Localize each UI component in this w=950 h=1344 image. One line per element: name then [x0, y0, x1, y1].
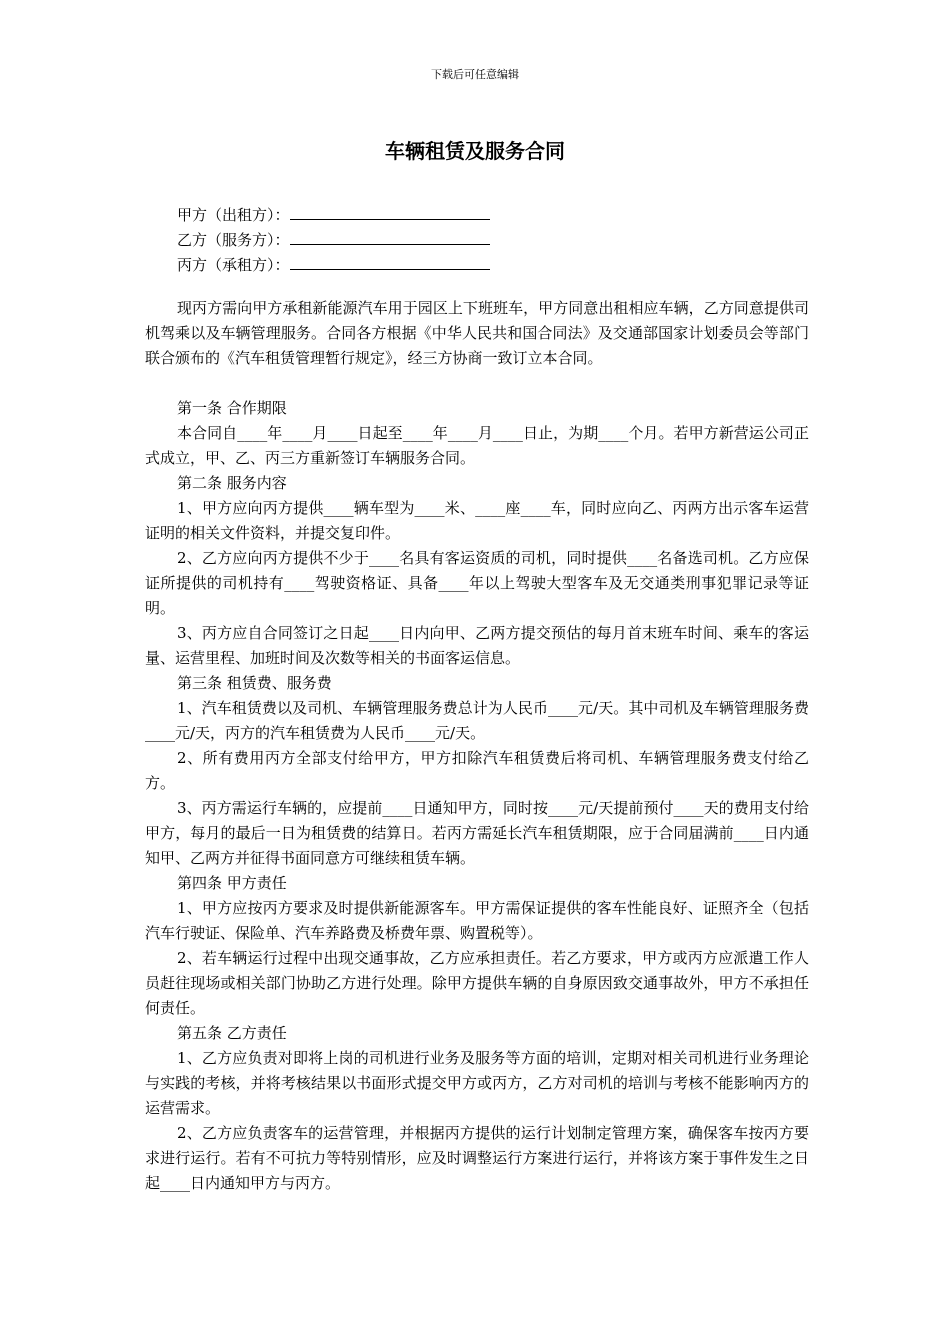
parties-block [177, 201, 577, 276]
article-4-paragraph: 1、甲方应按丙方要求及时提供新能源客车。甲方需保证提供的客车性能良好、证照齐全（包括汽车行驶证、保险单、汽车养路费及桥费年票、购置税等）。 [145, 899, 809, 942]
party-c-label: 丙方（承租方）： [177, 256, 290, 274]
party-b-blank [290, 226, 490, 245]
party-a-label: 甲方（出租方）： [177, 206, 290, 224]
article-2-paragraph: 1、甲方应向丙方提供____辆车型为____米、____座____车，同时应向乙、丙两方出示客车运营证明的相关文件资料，并提交复印件。 [145, 499, 809, 542]
party-c-line [177, 251, 577, 276]
party-b-label: 乙方（服务方）： [177, 231, 290, 249]
article-4-paragraph: 2、若车辆运行过程中出现交通事故，乙方应承担责任。若乙方要求，甲方或丙方应派遣工作人员赶往现场或相关部门协助乙方进行处理。除甲方提供车辆的自身原因致交通事故外，甲方不承担任何责任。 [145, 949, 809, 1017]
article-5-paragraph: 2、乙方应负责客车的运营管理，并根据丙方提供的运行计划制定管理方案，确保客车按丙方要求进行运行。若有不可抗力等特别情形，应及时调整运行方案进行运行，并将该方案于事件发生之日起____日内通知甲方与丙方。 [145, 1124, 809, 1192]
party-c-blank [290, 251, 490, 270]
article-3-paragraph: 1、汽车租赁费以及司机、车辆管理服务费总计为人民币____元/天。其中司机及车辆管理服务费____元/天，丙方的汽车租赁费为人民币____元/天。 [145, 699, 809, 742]
document-title: 车辆租赁及服务合同 [385, 139, 565, 163]
party-b-line [177, 226, 577, 251]
article-1-heading: 第一条 合作期限 [177, 399, 287, 417]
article-5-paragraph: 1、乙方应负责对即将上岗的司机进行业务及服务等方面的培训，定期对相关司机进行业务理论与实践的考核，并将考核结果以书面形式提交甲方或丙方，乙方对司机的培训与考核不能影响丙方的运营需求。 [145, 1049, 809, 1117]
article-3-heading: 第三条 租赁费、服务费 [177, 674, 332, 692]
article-2-paragraph: 2、乙方应向丙方提供不少于____名具有客运资质的司机，同时提供____名备选司机。乙方应保证所提供的司机持有____驾驶资格证、具备____年以上驾驶大型客车及无交通类刑事犯罪记录等证明。 [145, 549, 809, 617]
article-2-paragraph: 3、丙方应自合同签订之日起____日内向甲、乙两方提交预估的每月首末班车时间、乘车的客运量、运营里程、加班时间及次数等相关的书面客运信息。 [145, 624, 809, 667]
article-3-paragraph: 2、所有费用丙方全部支付给甲方，甲方扣除汽车租赁费后将司机、车辆管理服务费支付给乙方。 [145, 749, 809, 792]
article-4-heading: 第四条 甲方责任 [177, 874, 287, 892]
article-5-heading: 第五条 乙方责任 [177, 1024, 287, 1042]
party-a-blank [290, 201, 490, 220]
contract-body [145, 296, 809, 1196]
party-a-line [177, 201, 577, 226]
header-note: 下载后可任意编辑 [431, 68, 519, 81]
article-1-paragraph: 本合同自____年____月____日起至____年____月____日止，为期____个月。若甲方新营运公司正式成立，甲、乙、丙三方重新签订车辆服务合同。 [145, 424, 809, 467]
article-3-paragraph: 3、丙方需运行车辆的，应提前____日通知甲方，同时按____元/天提前预付____天的费用支付给甲方，每月的最后一日为租赁费的结算日。若丙方需延长汽车租赁期限，应于合同届满前____日内通知甲、乙两方并征得书面同意方可继续租赁车辆。 [145, 799, 809, 867]
article-2-heading: 第二条 服务内容 [177, 474, 287, 492]
preamble: 现丙方需向甲方承租新能源汽车用于园区上下班班车，甲方同意出租相应车辆，乙方同意提供司机驾乘以及车辆管理服务。合同各方根据《中华人民共和国合同法》及交通部国家计划委员会等部门联合颁布的《汽车租赁管理暂行规定》，经三方协商一致订立本合同。 [145, 299, 809, 367]
